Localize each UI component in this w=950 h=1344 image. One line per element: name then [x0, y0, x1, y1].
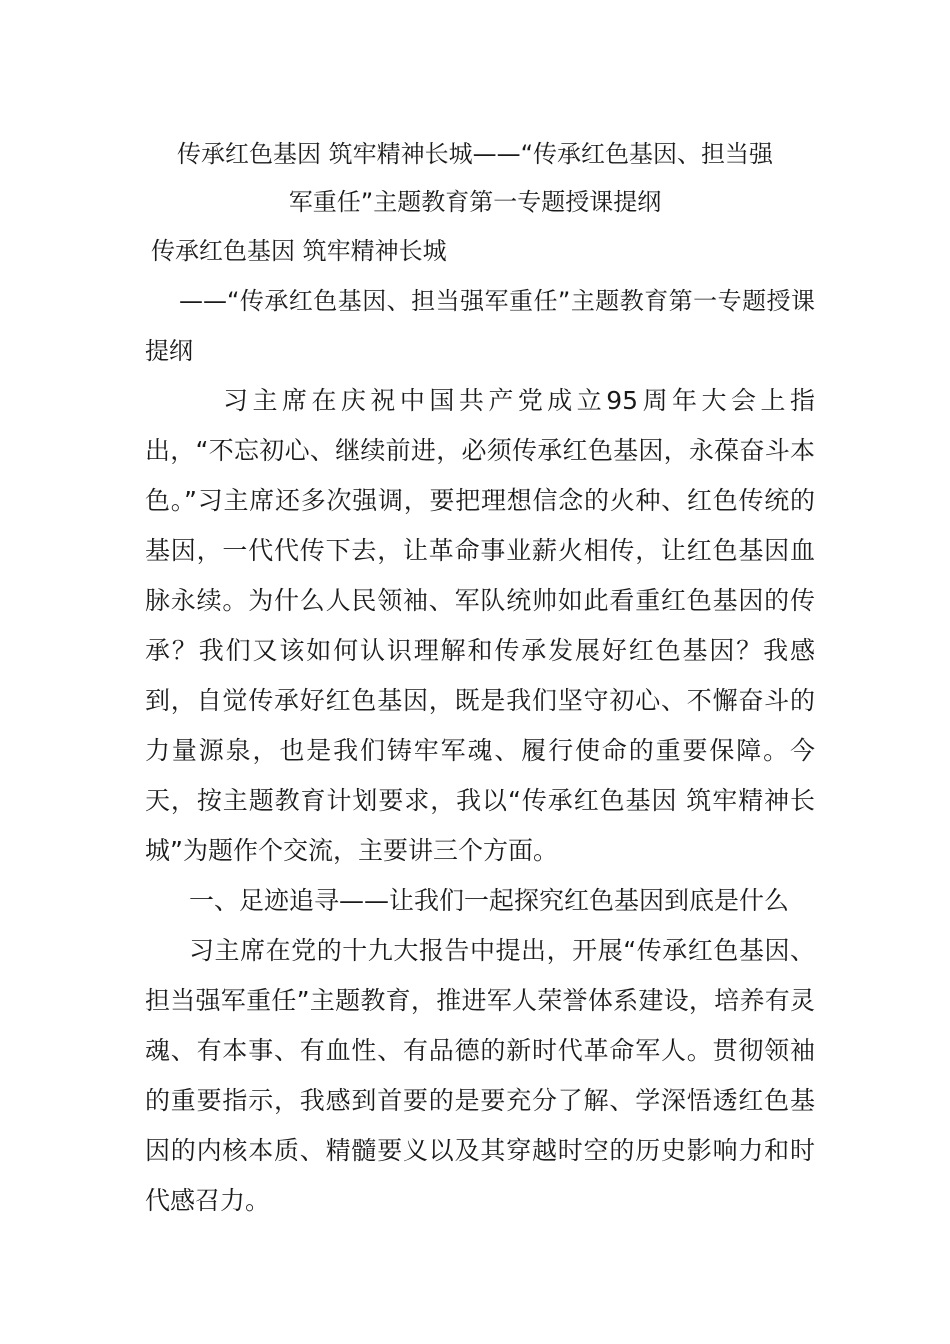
subtitle: 传承红色基因 筑牢精神长城: [151, 237, 447, 265]
section-heading-1: 一、足迹追寻——让我们一起探究红色基因到底是什么: [189, 886, 790, 915]
title-line-2: 军重任”主题教育第一专题授课提纲: [288, 188, 662, 216]
paragraph-section-1: 习主席在党的十九大报告中提出，开展“传承红色基因、担当强军重任”主题教育，推进军人荣誉体系建设，培养有灵魂、有本事、有血性、有品德的新时代革命军人。贯彻领袖的重要指示，我感到首要的是要充分了解、学深悟透红色基因的内核本质、精髓要义以及其穿越时空的历史影响力和时代感召力。: [145, 936, 815, 1215]
paragraph-intro: 习主席在庆祝中国共产党成立95周年大会上指出，“不忘初心、继续前进，必须传承红色基因，永葆奋斗本色。”习主席还多次强调，要把理想信念的火种、红色传统的基因，一代代传下去，让革命事业薪火相传，让红色基因血脉永续。为什么人民领袖、军队统帅如此看重红色基因的传承？我们又该如何认识理解和传承发展好红色基因？我感到，自觉传承好红色基因，既是我们坚守初心、不懈奋斗的力量源泉，也是我们铸牢军魂、履行使命的重要保障。今天，按主题教育计划要求，我以“传承红色基因 筑牢精神长城”为题作个交流，主要讲三个方面。: [145, 386, 815, 865]
title-line-1: 传承红色基因 筑牢精神长城——“传承红色基因、担当强: [176, 140, 774, 168]
document-body: [145, 226, 815, 1226]
document-title: [100, 130, 850, 226]
subtitle-dash-line: ——“传承红色基因、担当强军重任”主题教育第一专题授课提纲: [145, 287, 815, 365]
